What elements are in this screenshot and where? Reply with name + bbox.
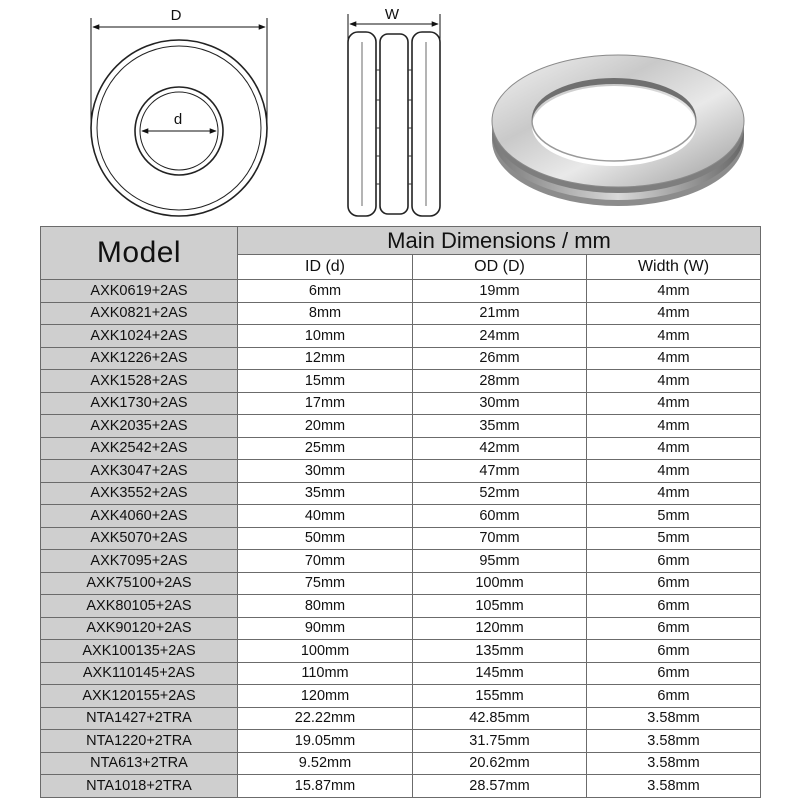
od-column-header: OD (D) [413,255,587,280]
od-cell: 47mm [413,460,587,483]
bearing-product-image [492,55,744,206]
table-row [41,347,761,370]
width-cell: 5mm [587,505,761,528]
width-cell: 6mm [587,595,761,618]
od-cell: 100mm [413,572,587,595]
table-row [41,550,761,573]
id-cell: 19.05mm [238,730,413,753]
model-cell: AXK1226+2AS [41,347,238,370]
side-cage-middle [380,34,408,214]
table-row [41,775,761,798]
id-cell: 6mm [238,280,413,303]
table-row [41,595,761,618]
main-dimensions-header: Main Dimensions / mm [238,227,761,255]
width-cell: 6mm [587,550,761,573]
id-cell: 8mm [238,302,413,325]
od-cell: 105mm [413,595,587,618]
table-row [41,505,761,528]
side-view-diagram [348,6,440,216]
bearing-dimensions-table [40,226,761,798]
table-header-row [41,227,761,255]
id-cell: 100mm [238,640,413,663]
od-cell: 30mm [413,392,587,415]
id-cell: 50mm [238,527,413,550]
width-cell: 4mm [587,280,761,303]
id-cell: 10mm [238,325,413,348]
table-row [41,280,761,303]
model-cell: AXK1528+2AS [41,370,238,393]
id-cell: 40mm [238,505,413,528]
model-cell: NTA613+2TRA [41,752,238,775]
model-cell: AXK3047+2AS [41,460,238,483]
id-cell: 25mm [238,437,413,460]
id-cell: 90mm [238,617,413,640]
table-row [41,685,761,708]
width-cell: 3.58mm [587,775,761,798]
model-cell: AXK7095+2AS [41,550,238,573]
width-cell: 4mm [587,325,761,348]
width-label: W [384,6,400,23]
width-cell: 5mm [587,527,761,550]
width-cell: 6mm [587,640,761,663]
od-cell: 24mm [413,325,587,348]
width-cell: 6mm [587,662,761,685]
od-cell: 135mm [413,640,587,663]
od-cell: 26mm [413,347,587,370]
od-cell: 42.85mm [413,707,587,730]
model-cell: AXK80105+2AS [41,595,238,618]
model-cell: AXK110145+2AS [41,662,238,685]
id-cell: 75mm [238,572,413,595]
id-cell: 15mm [238,370,413,393]
od-cell: 28.57mm [413,775,587,798]
table-row [41,460,761,483]
width-cell: 4mm [587,482,761,505]
model-cell: AXK90120+2AS [41,617,238,640]
od-cell: 21mm [413,302,587,325]
model-cell: AXK5070+2AS [41,527,238,550]
table-row [41,527,761,550]
table-row [41,370,761,393]
od-cell: 60mm [413,505,587,528]
od-cell: 52mm [413,482,587,505]
model-cell: NTA1427+2TRA [41,707,238,730]
table-row [41,415,761,438]
model-cell: AXK4060+2AS [41,505,238,528]
table-body [41,280,761,798]
model-cell: AXK75100+2AS [41,572,238,595]
width-cell: 4mm [587,415,761,438]
id-cell: 12mm [238,347,413,370]
od-cell: 70mm [413,527,587,550]
od-cell: 42mm [413,437,587,460]
width-cell: 4mm [587,437,761,460]
model-cell: AXK3552+2AS [41,482,238,505]
outer-diameter-label: D [170,7,182,24]
width-cell: 4mm [587,302,761,325]
od-cell: 95mm [413,550,587,573]
table-row [41,325,761,348]
width-cell: 4mm [587,347,761,370]
width-cell: 3.58mm [587,730,761,753]
id-cell: 17mm [238,392,413,415]
od-cell: 20.62mm [413,752,587,775]
od-cell: 19mm [413,280,587,303]
id-cell: 9.52mm [238,752,413,775]
id-cell: 35mm [238,482,413,505]
width-cell: 6mm [587,617,761,640]
bearing-drawings [0,0,800,225]
od-cell: 31.75mm [413,730,587,753]
table-row [41,707,761,730]
width-cell: 4mm [587,460,761,483]
model-cell: AXK1024+2AS [41,325,238,348]
width-cell: 6mm [587,572,761,595]
table-row [41,572,761,595]
model-cell: NTA1018+2TRA [41,775,238,798]
table-row [41,392,761,415]
table-row [41,752,761,775]
id-cell: 70mm [238,550,413,573]
width-cell: 4mm [587,370,761,393]
table-row [41,302,761,325]
id-cell: 15.87mm [238,775,413,798]
width-cell: 3.58mm [587,707,761,730]
width-column-header: Width (W) [587,255,761,280]
table-row [41,730,761,753]
model-cell: AXK0619+2AS [41,280,238,303]
od-cell: 28mm [413,370,587,393]
inner-diameter-label: d [173,111,183,128]
id-cell: 80mm [238,595,413,618]
id-cell: 30mm [238,460,413,483]
model-cell: NTA1220+2TRA [41,730,238,753]
front-view-diagram [91,7,267,216]
id-cell: 120mm [238,685,413,708]
table-row [41,482,761,505]
model-cell: AXK120155+2AS [41,685,238,708]
model-cell: AXK2035+2AS [41,415,238,438]
id-cell: 22.22mm [238,707,413,730]
table-row [41,617,761,640]
id-cell: 110mm [238,662,413,685]
table-row [41,662,761,685]
table-row [41,640,761,663]
od-cell: 120mm [413,617,587,640]
model-cell: AXK2542+2AS [41,437,238,460]
width-cell: 6mm [587,685,761,708]
od-cell: 35mm [413,415,587,438]
model-header: Model [41,227,238,280]
table-row [41,437,761,460]
model-cell: AXK1730+2AS [41,392,238,415]
id-cell: 20mm [238,415,413,438]
id-column-header: ID (d) [238,255,413,280]
od-cell: 155mm [413,685,587,708]
model-cell: AXK0821+2AS [41,302,238,325]
od-cell: 145mm [413,662,587,685]
width-cell: 3.58mm [587,752,761,775]
width-cell: 4mm [587,392,761,415]
model-cell: AXK100135+2AS [41,640,238,663]
